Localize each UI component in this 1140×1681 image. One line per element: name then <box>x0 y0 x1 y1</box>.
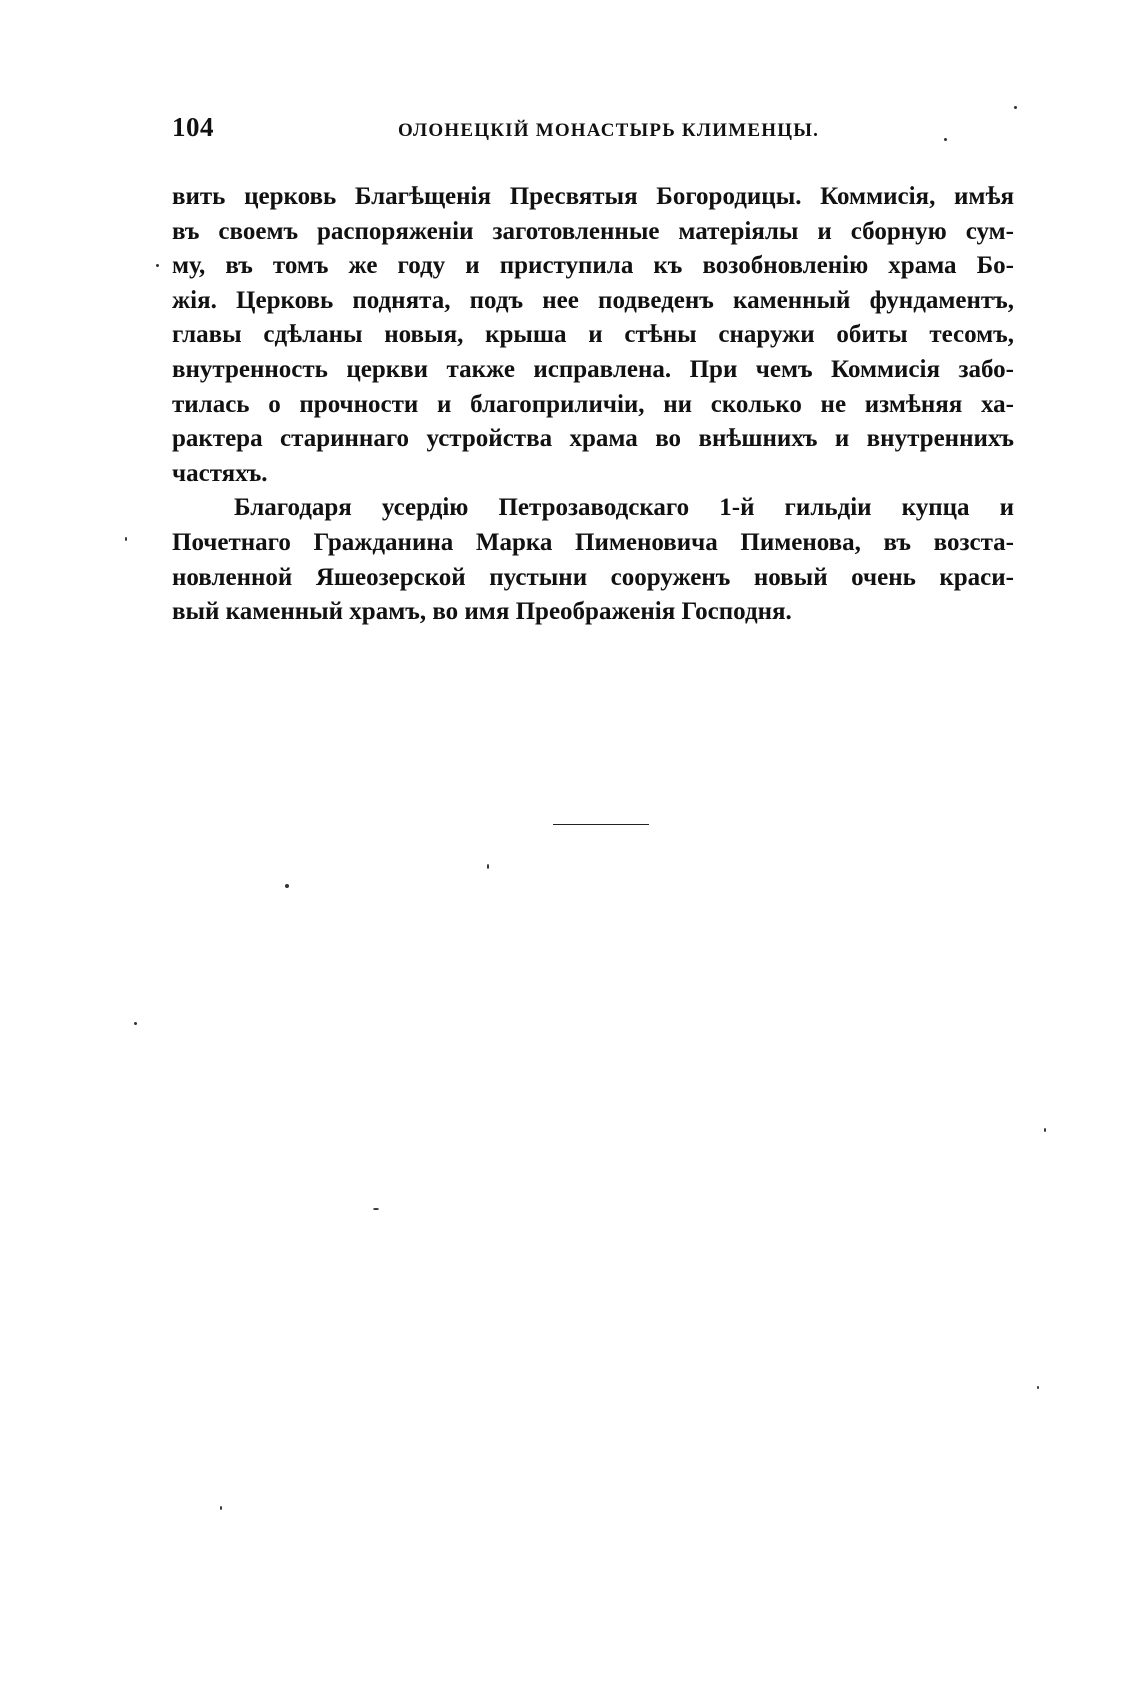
end-rule <box>553 824 649 825</box>
scan-speck <box>373 1208 379 1210</box>
text-line: тилась о прочности и благоприличіи, ни сколько не измѣняя ха- <box>172 390 1014 418</box>
text-line: Благодаря усердію Петрозаводскаго 1-й гильдіи купца и <box>234 494 1014 522</box>
text-line: новленной Яшеозерской пустыни сооруженъ новый очень краси- <box>172 563 1014 591</box>
page-number: 104 <box>172 112 214 142</box>
text-line: вить церковь Благѣщенія Пресвятыя Богородицы. Коммисія, имѣя <box>172 183 1014 210</box>
text-line: жія. Церковь поднята, подъ нее подведенъ каменный фундаментъ, <box>172 286 1014 314</box>
scan-speck <box>156 264 159 267</box>
paragraph-2 <box>172 491 1014 629</box>
scan-speck <box>285 884 289 888</box>
running-title: ОЛОНЕЦКІЙ МОНАСТЫРЬ КЛИМЕНЦЫ. <box>398 120 820 141</box>
text-line: частяхъ. <box>172 459 268 487</box>
paragraph-1 <box>172 180 1014 491</box>
text-line: Почетнаго Гражданина Марка Пименовича Пименова, въ возста- <box>172 528 1014 556</box>
scan-speck <box>134 1022 137 1025</box>
text-line: въ своемъ распоряженіи заготовленные матеріялы и сборную сум- <box>172 217 1014 245</box>
text-line: му, въ томъ же году и приступила къ возобновленію храма Бо- <box>172 252 1014 280</box>
scan-speck <box>944 138 947 141</box>
text-line: рактера стариннаго устройства храма во внѣшнихъ и внутреннихъ <box>172 425 1014 453</box>
scan-speck <box>1037 1386 1039 1389</box>
scan-speck <box>487 864 489 869</box>
scan-speck <box>1014 106 1017 109</box>
body-text <box>172 180 1014 630</box>
scan-speck <box>125 537 127 541</box>
scan-speck <box>220 1506 222 1510</box>
text-line: главы сдѣланы новыя, крыша и стѣны снаружи обиты тесомъ, <box>172 321 1014 349</box>
text-line: внутренность церкви также исправлена. При чемъ Коммисія забо- <box>172 355 1014 383</box>
scan-speck <box>1044 1128 1046 1132</box>
text-line: вый каменный храмъ, во имя Преображенія Господня. <box>172 598 792 626</box>
running-head <box>172 108 1014 148</box>
